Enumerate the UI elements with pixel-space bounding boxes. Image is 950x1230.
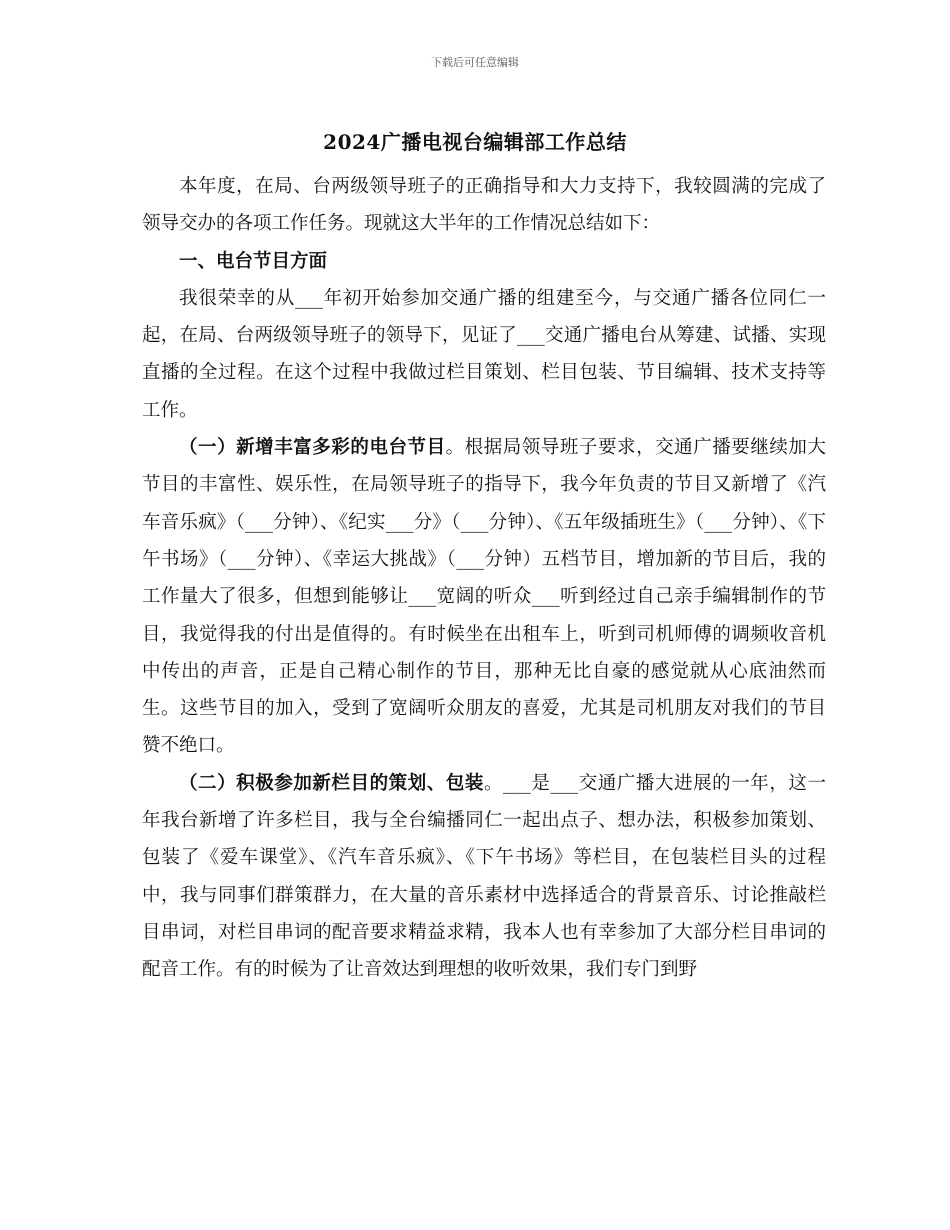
- section-paragraph: 我很荣幸的从___年初开始参加交通广播的组建至今，与交通广播各位同仁一起，在局、台两级领导班子的领导下，见证了___交通广播电台从筹建、试播、实现直播的全过程。在这个过程中我做过栏目策划、栏目包装、节目编辑、技术支持等工作。: [142, 287, 826, 421]
- item-lead-2: （二）积极参加新栏目的策划、包装: [179, 772, 484, 794]
- document-title: 2024广播电视台编辑部工作总结: [323, 130, 627, 154]
- item-lead-1: （一）新增丰富多彩的电台节目: [179, 437, 446, 459]
- intro-paragraph: 本年度，在局、台两级领导班子的正确指导和大力支持下，我较圆满的完成了领导交办的各项工作任务。现就这大半年的工作情况总结如下：: [142, 176, 826, 235]
- item-text-2: 。___是___交通广播大进展的一年，这一年我台新增了许多栏目，我与全台编播同仁一起出点子、想办法，积极参加策划、包装了《爱车课堂》、《汽车音乐疯》、《下午书场》等栏目，在包装栏目头的过程中，我与同事们群策群力，在大量的音乐素材中选择适合的背景音乐、讨论推敲栏目串词，对栏目串词的配音要求精益求精，我本人也有幸参加了大部分栏目串词的配音工作。有的时候为了让音效达到理想的收听效果，我们专门到野: [142, 772, 826, 981]
- section-heading: 一、电台节目方面: [179, 250, 328, 272]
- item-text-1: 。根据局领导班子要求，交通广播要继续加大节目的丰富性、娱乐性，在局领导班子的指导下，我今年负责的节目又新增了《汽车音乐疯》（___分钟）、《纪实___分》（___分钟）、《五年级插班生》（___分钟）、《下午书场》（___分钟）、《幸运大挑战》（___分钟）五档节目，增加新的节目后，我的工作量大了很多，但想到能够让___宽阔的听众___听到经过自己亲手编辑制作的节目，我觉得我的付出是值得的。有时候坐在出租车上，听到司机师傅的调频收音机中传出的声音，正是自己精心制作的节目，那种无比自豪的感觉就从心底油然而生。这些节目的加入，受到了宽阔听众朋友的喜爱，尤其是司机朋友对我们的节目赞不绝口。: [142, 437, 826, 757]
- item-paragraph-1: [142, 429, 826, 765]
- header-note: 下载后可任意编辑: [431, 56, 519, 69]
- item-paragraph-2: [142, 765, 826, 989]
- document-body: [142, 168, 826, 989]
